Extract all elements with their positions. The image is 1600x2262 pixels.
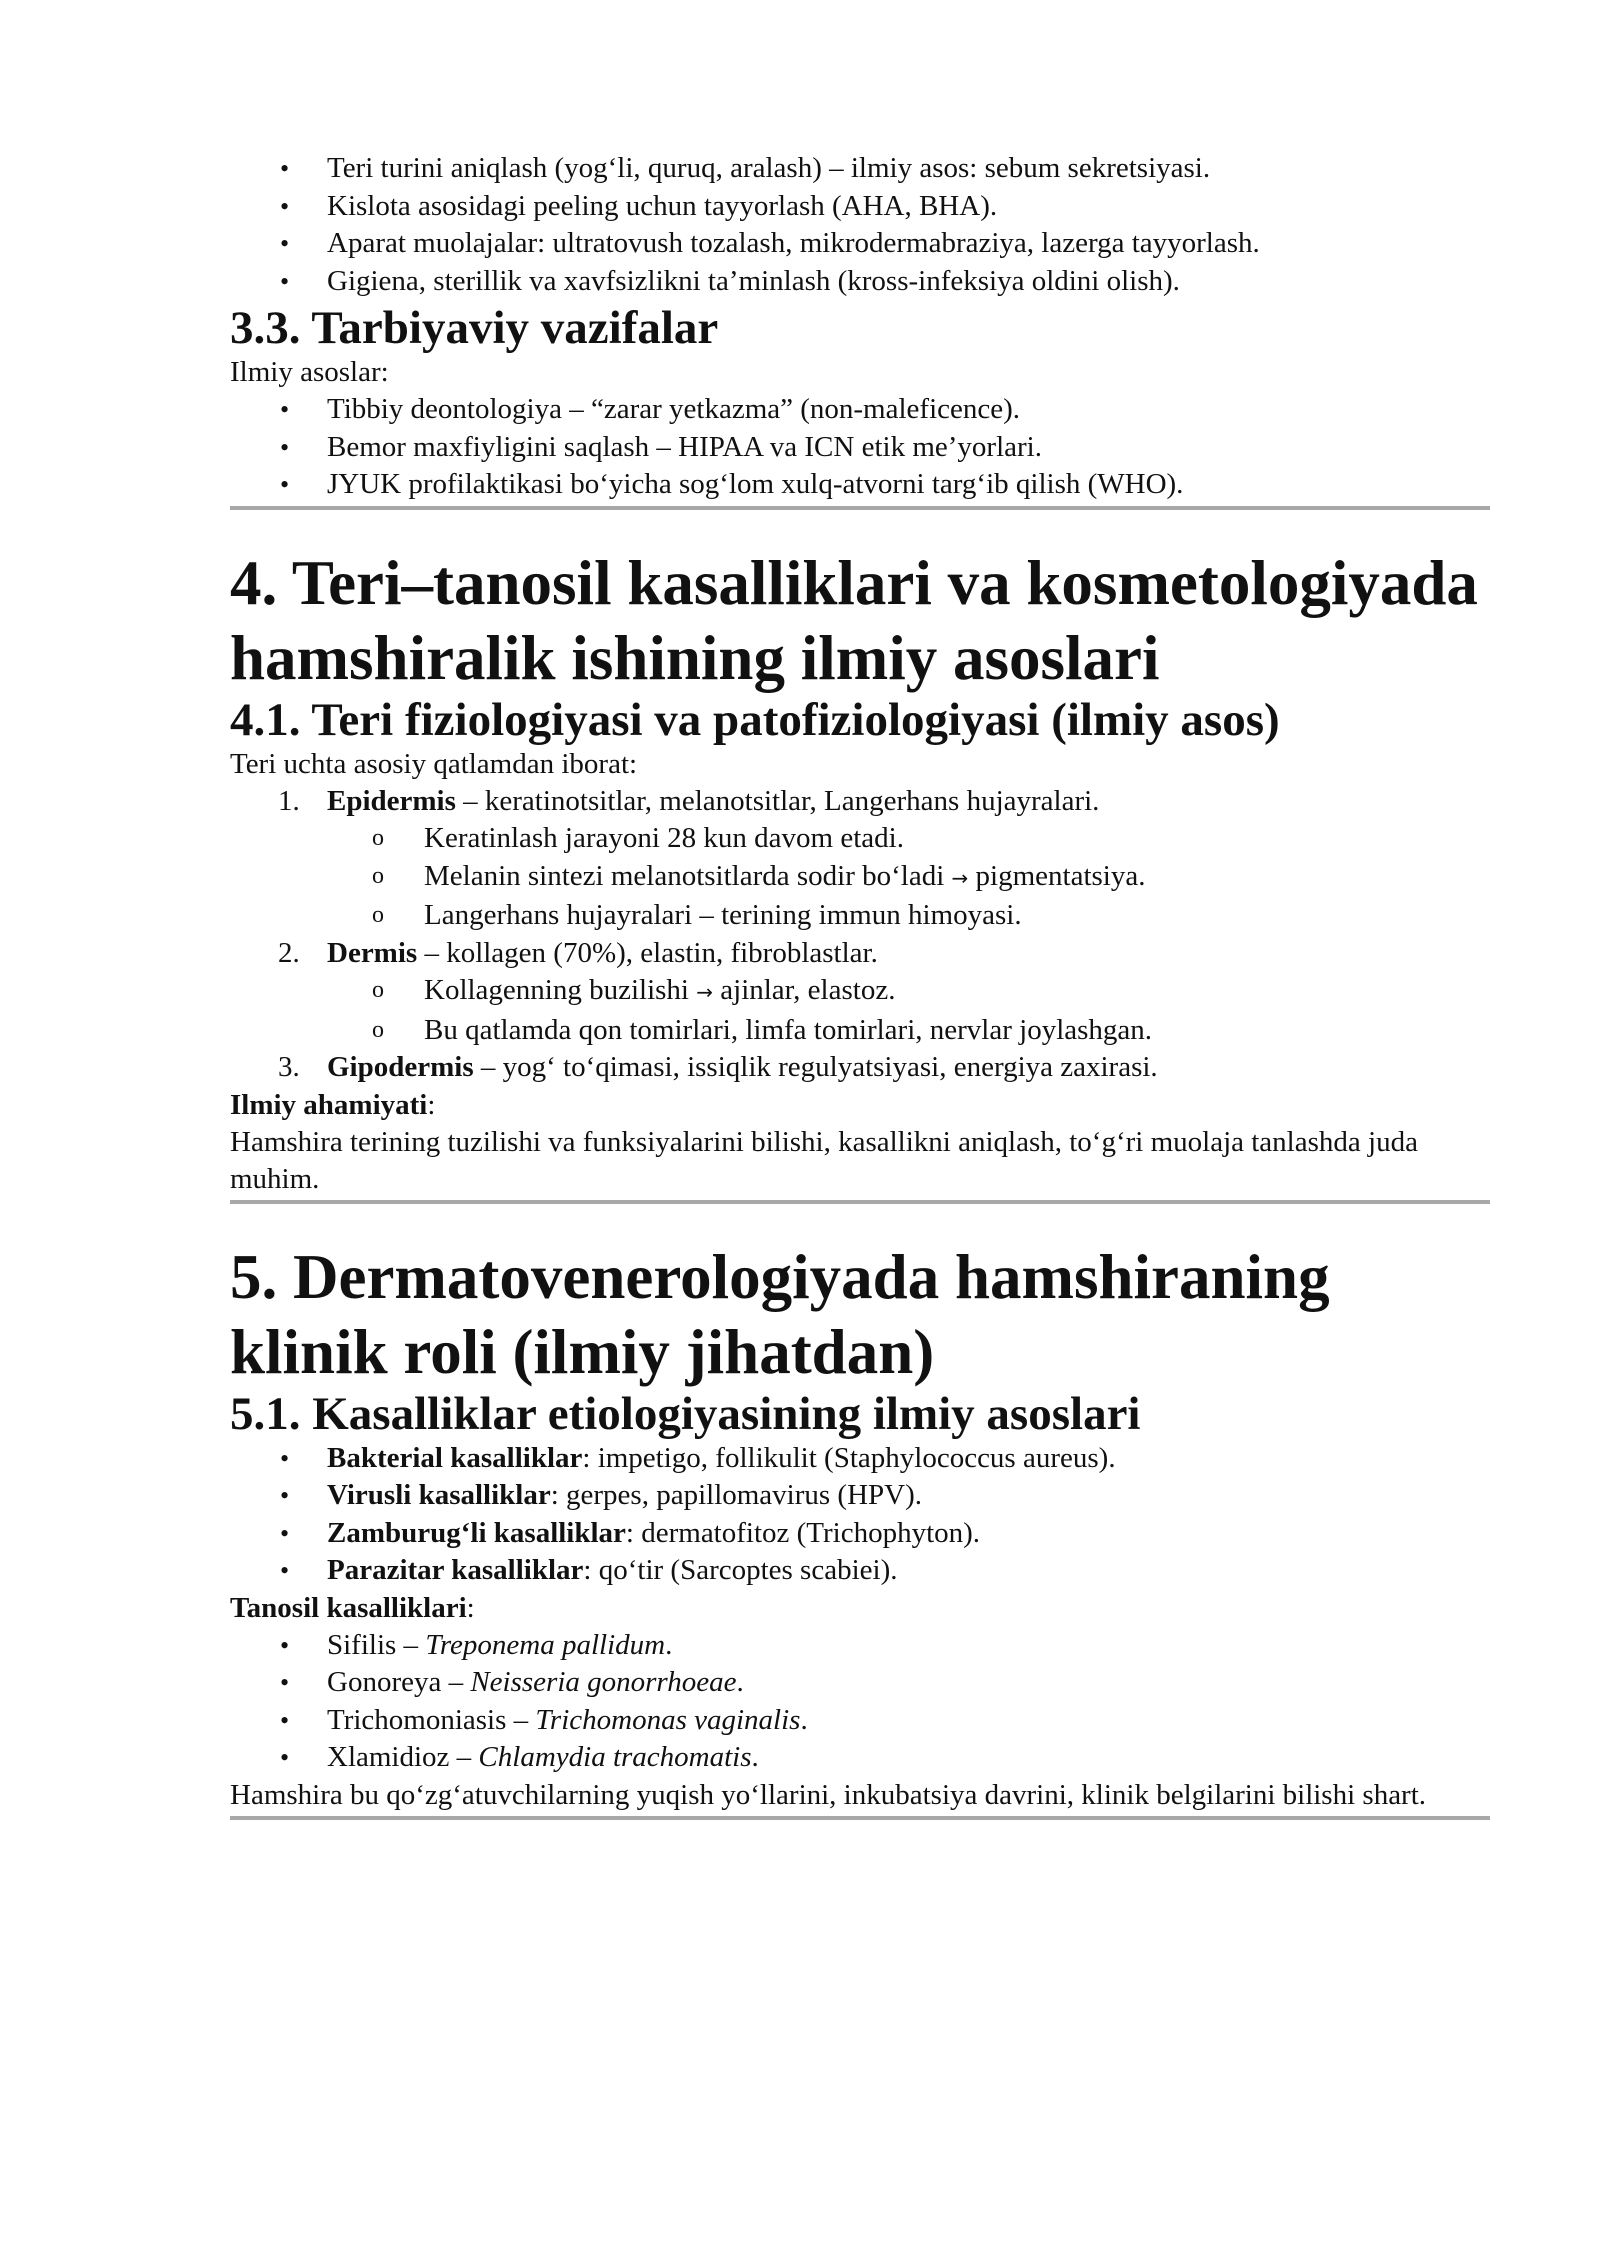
list-item-gipodermis: 3. Gipodermis – yog‘ to‘qimasi, issiqlik regulyatsiyasi, energiya zaxirasi. [278,1051,1158,1083]
sub-list [327,972,1490,1049]
list-item-dermis: 2. Dermis – kollagen (70%), elastin, fibroblastlar. o Kollagenning buzilishi → ajinlar, elastoz. o Bu qatlamda qon tomirlari, limfa tomirlari, nervlar joylashgan. [230,935,1490,1050]
list-item: • Bemor maxfiyligini saqlash – HIPAA va ICN etik me’yorlari. [230,429,1490,467]
circle-bullet-icon: o [372,1016,384,1043]
sub-list-item: o Melanin sintezi melanotsitlarda sodir bo‘ladi → pigmentatsiya. [327,858,1490,898]
list-item: • Parazitar kasalliklar: qo‘tir (Sarcoptes scabiei). [230,1552,1490,1590]
bullet-icon: • [280,154,290,183]
bullet-icon: • [280,1556,290,1585]
list-item: • Zamburug‘li kasalliklar: dermatofitoz (Trichophyton). [230,1515,1490,1553]
bullet-icon: • [280,266,290,296]
sub-list-item: o Keratinlash jarayoni 28 kun davom etadi. [327,820,1490,858]
bullet-icon: • [280,1630,290,1660]
list-item: • Gigiena, sterillik va xavfsizlikni ta’minlash (kross-infeksiya oldini olish). [230,263,1490,301]
arrow-right-icon: → [696,980,714,1004]
section-divider [230,1200,1490,1204]
list-item: • Kislota asosidagi peeling uchun tayyorlash (AHA, BHA). [230,188,1490,226]
sub-list [327,820,1490,935]
bullet-icon: • [280,1705,290,1735]
section-5-1-heading: 5.1. Kasalliklar etiologiyasining ilmiy asoslari [230,1387,1141,1440]
venereal-diseases-list [230,1627,1490,1777]
list-item: • Gonoreya – Neisseria gonorrhoeae. [230,1664,1490,1702]
bullet-icon: • [280,1743,290,1772]
section-divider [230,506,1490,510]
venereal-label: Tanosil kasalliklari: [230,1591,475,1624]
list-item: • Bakterial kasalliklar: impetigo, follikulit (Staphylococcus aureus). [230,1440,1490,1478]
sub-list-item: o Langerhans hujayralari – terining immun himoyasi. [327,897,1490,935]
skin-layers-list [230,783,1490,1087]
document-page [230,150,1490,1820]
bullet-icon: • [280,432,290,462]
closing-paragraph: Hamshira bu qo‘zg‘atuvchilarning yuqish yo‘llarini, inkubatsiya davrini, klinik belgilarini bilishi shart. [230,1778,1427,1811]
educational-tasks-list [230,391,1490,504]
section-4-1-intro: Teri uchta asosiy qatlamdan iborat: [230,747,638,780]
sub-list-item: o Bu qatlamda qon tomirlari, limfa tomirlari, nervlar joylashgan. [327,1012,1490,1050]
section-3-3-heading: 3.3. Tarbiyaviy vazifalar [230,302,719,354]
bullet-icon: • [280,1668,290,1697]
list-item: • Trichomoniasis – Trichomonas vaginalis. [230,1702,1490,1740]
section-3-3-intro: Ilmiy asoslar: [230,356,389,388]
list-item: • Virusli kasalliklar: gerpes, papillomavirus (HPV). [230,1477,1490,1515]
list-item-epidermis: 1. Epidermis – keratinotsitlar, melanotsitlar, Langerhans hujayralari. o Keratinlash jarayoni 28 kun davom etadi. o Melanin sintezi melanotsitlarda sodir bo‘ladi → pigmentatsiya. o Langerhans hujayralari – terining immun himoyasi. [230,783,1490,935]
section-4-heading: 4. Teri–tanosil kasalliklari va kosmetologiyada hamshiralik ishining ilmiy asoslari [230,547,1478,693]
bullet-icon: • [280,1443,290,1473]
arrow-right-icon: → [951,865,969,890]
bullet-icon: • [280,191,290,221]
disease-groups-list [230,1440,1490,1590]
list-item: • Tibbiy deontologiya – “zarar yetkazma” (non-maleficence). [230,391,1490,429]
list-item: • Xlamidioz – Chlamydia trachomatis. [230,1739,1490,1777]
list-item: • Aparat muolajalar: ultratovush tozalash, mikrodermabraziya, lazerga tayyorlash. [230,225,1490,263]
circle-bullet-icon: o [372,977,384,1003]
bullet-icon: • [280,395,290,424]
section-4-1-heading: 4.1. Teri fiziologiyasi va patofiziologiyasi (ilmiy asos) [230,693,1280,746]
cosmetology-tasks-list [230,150,1490,300]
circle-bullet-icon: o [372,862,384,889]
bullet-icon: • [280,1481,290,1510]
bullet-icon: • [280,470,290,499]
circle-bullet-icon: o [372,825,384,851]
list-item: • Sifilis – Treponema pallidum. [230,1627,1490,1665]
circle-bullet-icon: o [372,902,384,928]
list-item: • JYUK profilaktikasi bo‘yicha sog‘lom xulq-atvorni targ‘ib qilish (WHO). [230,466,1490,504]
importance-text: Hamshira terining tuzilishi va funksiyalarini bilishi, kasallikni aniqlash, to‘g‘ri muolaja tanlashda juda muhim. [230,1125,1418,1195]
importance-label: Ilmiy ahamiyati: [230,1088,436,1121]
sub-list-item: o Kollagenning buzilishi → ajinlar, elastoz. [327,972,1490,1012]
list-item: • Teri turini aniqlash (yog‘li, quruq, aralash) – ilmiy asos: sebum sekretsiyasi. [230,150,1490,188]
section-divider [230,1816,1490,1820]
bullet-icon: • [280,1518,290,1548]
bullet-icon: • [280,229,290,258]
section-5-heading: 5. Dermatovenerologiyada hamshiraning klinik roli (ilmiy jihatdan) [230,1241,1330,1387]
